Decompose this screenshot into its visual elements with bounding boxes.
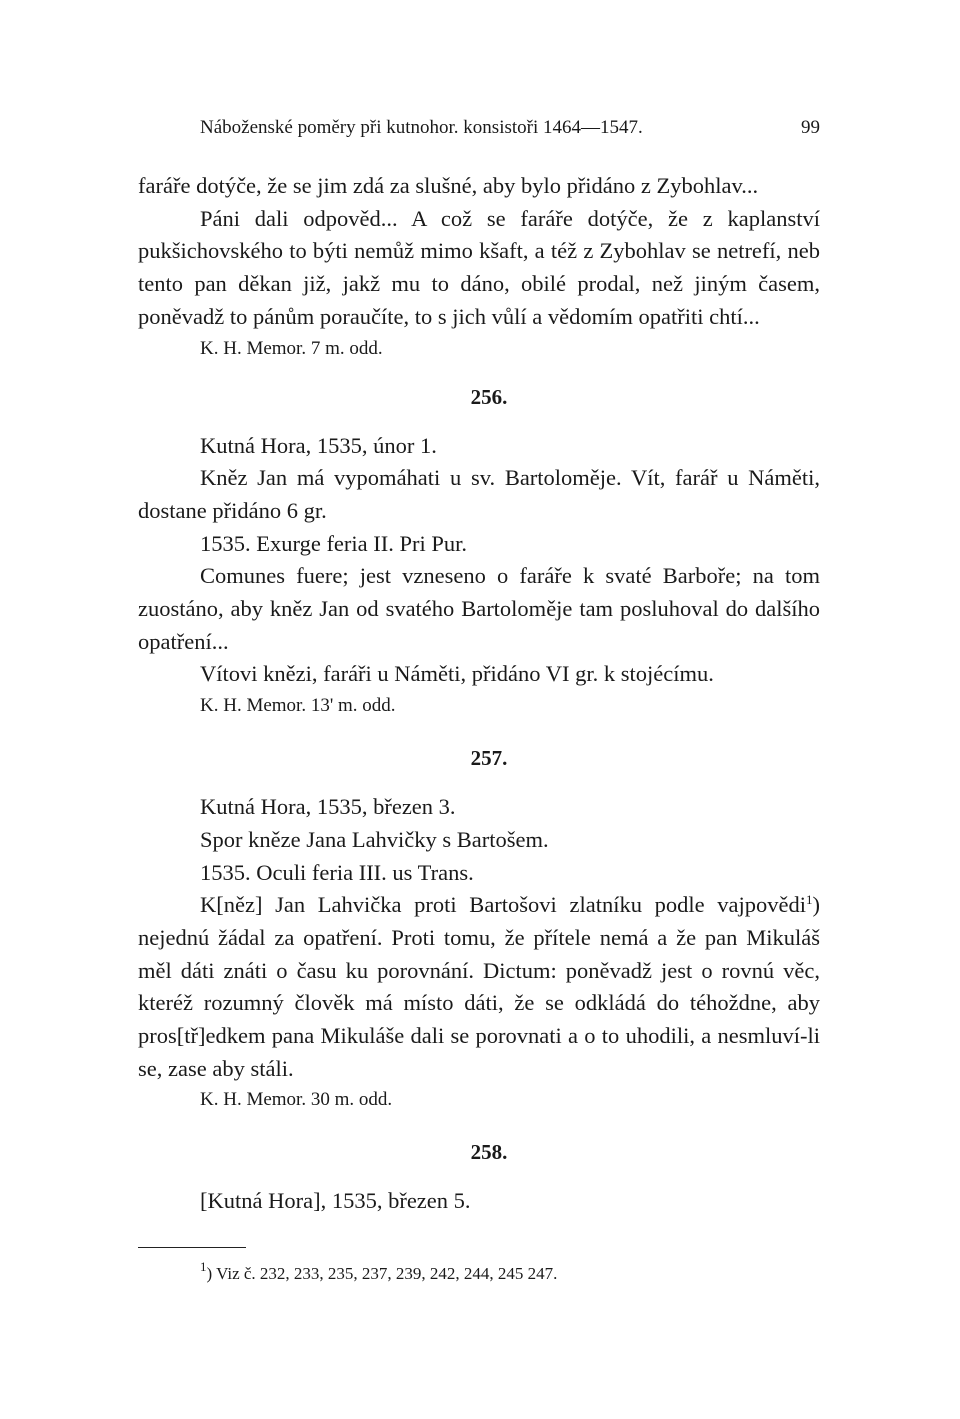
running-header	[200, 114, 820, 142]
document-number: 257.	[470, 746, 508, 771]
footnote-marker: 1	[806, 892, 813, 908]
document-entry	[138, 1137, 820, 1218]
book-page	[138, 0, 820, 1419]
footnote-divider	[138, 1247, 246, 1248]
entry-text-part: ) nejednú žádal za opatření. Proti tomu, že přítele nemá a že pan Mikuláš měl dáti znáti o času ku porovnání. Dictum: poněvadž jest o rovnú věc, kteréž rozumný člověk má místo dáti, že se odkládá do téhoždne, aby pros[tř]edkem pana Mikuláše dali se porovnati a o to uhodili, a nesmluví-li se, zase aby stáli.	[138, 892, 820, 1081]
entry-text-part: K[něz] Jan Lahvička proti Bartošovi zlatníku podle vajpovědi	[200, 892, 806, 918]
page-body	[138, 170, 820, 1218]
document-entry	[138, 382, 820, 722]
place-date: Kutná Hora, 1535, březen 3.	[200, 794, 456, 820]
entry-text: Comunes fuere; jest vzneseno o faráře k svaté Barboře; na tom zuostáno, aby kněz Jan od svatého Bartoloměje tam posluhoval do dalšího opatření...	[138, 563, 820, 654]
date-line: 1535. Exurge feria II. Pri Pur.	[200, 530, 468, 556]
entry-summary: Kněz Jan má vypomáhati u sv. Bartoloměje. Vít, farář u Náměti, dostane přidáno 6 gr.	[138, 465, 820, 523]
page-number: 99	[801, 117, 820, 138]
footnote	[200, 1259, 558, 1286]
document-number: 258.	[470, 1140, 508, 1165]
archive-reference: K. H. Memor. 7 m. odd.	[200, 337, 383, 359]
running-title: Náboženské poměry při kutnohor. konsistoři 1464—1547.	[200, 117, 643, 138]
continuation-paragraph: faráře dotýče, že se jim zdá za slušné, aby bylo přidáno z Zybohlav...	[138, 173, 759, 198]
footnote-marker: 1	[200, 1259, 207, 1274]
footnote-text: ) Viz č. 232, 233, 235, 237, 239, 242, 244, 245 247.	[206, 1264, 558, 1283]
continuation-paragraph: Páni dali odpověd... A což se faráře dotýče, že z kaplanství pukšichovského to býti nemůž mimo kšaft, a též z Zybohlav se netrefí, neb tento pan děkan již, jakž mu to dáno, obilé prodal, než jiným časem, poněvadž to pánům poraučíte, to s jich vůlí a vědomím opatřiti chtí...	[138, 205, 820, 329]
entry-text: Vítovi knězi, faráři u Náměti, přidáno VI gr. k stojécímu.	[200, 661, 714, 687]
archive-reference: K. H. Memor. 30 m. odd.	[200, 1089, 393, 1111]
date-line: 1535. Oculi feria III. us Trans.	[200, 859, 474, 885]
place-date: Kutná Hora, 1535, únor 1.	[200, 432, 437, 458]
document-entry	[138, 743, 820, 1115]
place-date: [Kutná Hora], 1535, březen 5.	[200, 1188, 471, 1214]
entry-summary: Spor kněze Jana Lahvičky s Bartošem.	[200, 826, 549, 852]
archive-reference: K. H. Memor. 13' m. odd.	[200, 695, 396, 717]
entry-text	[138, 889, 820, 1085]
document-number: 256.	[470, 384, 508, 409]
